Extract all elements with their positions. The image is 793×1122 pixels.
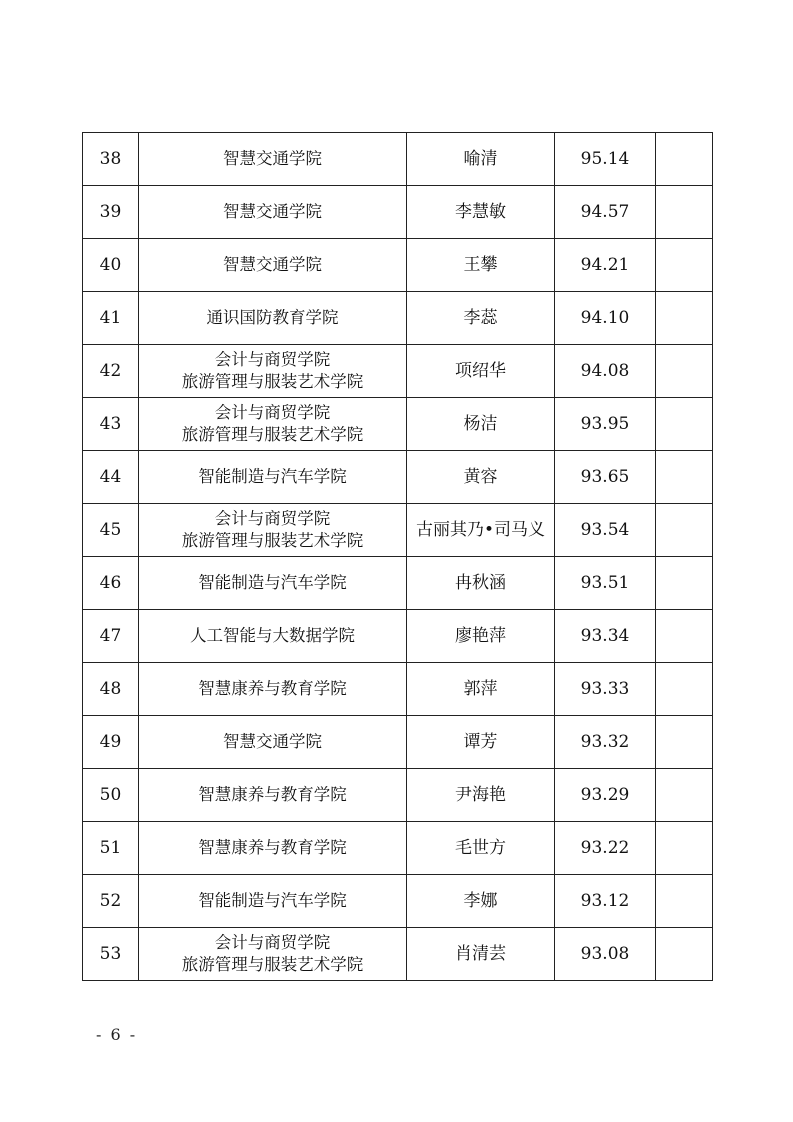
table-row <box>83 239 713 292</box>
college-cell <box>139 186 407 239</box>
person-name-cell: 郭萍 <box>407 663 555 716</box>
note-cell <box>656 345 713 398</box>
score-cell: 93.12 <box>555 875 656 928</box>
score-cell: 93.32 <box>555 716 656 769</box>
score-cell: 95.14 <box>555 133 656 186</box>
college-cell <box>139 239 407 292</box>
results-table <box>82 132 713 981</box>
score-cell: 94.57 <box>555 186 656 239</box>
college-name-line: 会计与商贸学院 <box>214 509 331 528</box>
note-cell <box>656 716 713 769</box>
college-cell <box>139 769 407 822</box>
college-name-line: 智慧交通学院 <box>223 149 322 168</box>
person-name-cell: 冉秋涵 <box>407 557 555 610</box>
table-row <box>83 133 713 186</box>
person-name-cell: 项绍华 <box>407 345 555 398</box>
college-name-line: 智慧康养与教育学院 <box>198 785 347 804</box>
score-cell: 93.34 <box>555 610 656 663</box>
score-cell: 94.10 <box>555 292 656 345</box>
table-row <box>83 663 713 716</box>
row-index-cell: 48 <box>83 663 139 716</box>
college-cell <box>139 451 407 504</box>
table-row <box>83 557 713 610</box>
college-cell <box>139 822 407 875</box>
person-name-cell: 王攀 <box>407 239 555 292</box>
college-name-line: 智慧康养与教育学院 <box>198 679 347 698</box>
page-number: - 6 - <box>96 1025 138 1044</box>
table-row <box>83 769 713 822</box>
table-row <box>83 822 713 875</box>
college-name-line: 会计与商贸学院 <box>214 350 331 369</box>
person-name-cell: 黄容 <box>407 451 555 504</box>
table-row <box>83 186 713 239</box>
college-name-line: 智慧交通学院 <box>223 255 322 274</box>
person-name-cell: 李娜 <box>407 875 555 928</box>
row-index-cell: 52 <box>83 875 139 928</box>
table-row <box>83 345 713 398</box>
college-name-line: 人工智能与大数据学院 <box>190 626 355 645</box>
table-row <box>83 451 713 504</box>
row-index-cell: 46 <box>83 557 139 610</box>
person-name-cell: 廖艳萍 <box>407 610 555 663</box>
note-cell <box>656 451 713 504</box>
row-index-cell: 50 <box>83 769 139 822</box>
college-name-line: 智能制造与汽车学院 <box>198 467 347 486</box>
college-name-line: 智慧康养与教育学院 <box>198 838 347 857</box>
college-cell <box>139 133 407 186</box>
college-name-line: 智能制造与汽车学院 <box>198 573 347 592</box>
row-index-cell: 53 <box>83 928 139 981</box>
college-name-line: 智能制造与汽车学院 <box>198 891 347 910</box>
row-index-cell: 41 <box>83 292 139 345</box>
score-cell: 93.95 <box>555 398 656 451</box>
college-cell <box>139 398 407 451</box>
person-name-cell: 谭芳 <box>407 716 555 769</box>
note-cell <box>656 875 713 928</box>
row-index-cell: 47 <box>83 610 139 663</box>
score-cell: 93.65 <box>555 451 656 504</box>
college-cell <box>139 716 407 769</box>
college-cell <box>139 345 407 398</box>
score-cell: 93.51 <box>555 557 656 610</box>
note-cell <box>656 186 713 239</box>
note-cell <box>656 822 713 875</box>
college-name-line: 旅游管理与服装艺术学院 <box>181 955 364 974</box>
score-cell: 93.08 <box>555 928 656 981</box>
person-name-cell: 喻清 <box>407 133 555 186</box>
score-cell: 93.33 <box>555 663 656 716</box>
table-row <box>83 928 713 981</box>
college-cell <box>139 504 407 557</box>
note-cell <box>656 398 713 451</box>
score-cell: 93.29 <box>555 769 656 822</box>
note-cell <box>656 504 713 557</box>
table-row <box>83 292 713 345</box>
row-index-cell: 40 <box>83 239 139 292</box>
note-cell <box>656 292 713 345</box>
person-name-cell: 古丽其乃•司马义 <box>407 504 555 557</box>
college-cell <box>139 875 407 928</box>
person-name-cell: 尹海艳 <box>407 769 555 822</box>
college-name-line: 智慧交通学院 <box>223 202 322 221</box>
college-cell <box>139 663 407 716</box>
college-name-line: 会计与商贸学院 <box>214 403 331 422</box>
table-row <box>83 398 713 451</box>
person-name-cell: 杨洁 <box>407 398 555 451</box>
note-cell <box>656 557 713 610</box>
row-index-cell: 45 <box>83 504 139 557</box>
score-cell: 93.22 <box>555 822 656 875</box>
note-cell <box>656 928 713 981</box>
row-index-cell: 38 <box>83 133 139 186</box>
college-cell <box>139 557 407 610</box>
college-name-line: 会计与商贸学院 <box>214 933 331 952</box>
note-cell <box>656 133 713 186</box>
table-row <box>83 610 713 663</box>
row-index-cell: 43 <box>83 398 139 451</box>
college-cell <box>139 610 407 663</box>
row-index-cell: 39 <box>83 186 139 239</box>
row-index-cell: 44 <box>83 451 139 504</box>
table-row <box>83 504 713 557</box>
college-cell <box>139 928 407 981</box>
note-cell <box>656 610 713 663</box>
note-cell <box>656 663 713 716</box>
row-index-cell: 49 <box>83 716 139 769</box>
score-cell: 94.21 <box>555 239 656 292</box>
college-name-line: 旅游管理与服装艺术学院 <box>181 372 364 391</box>
person-name-cell: 李蕊 <box>407 292 555 345</box>
college-name-line: 旅游管理与服装艺术学院 <box>181 531 364 550</box>
college-name-line: 旅游管理与服装艺术学院 <box>181 425 364 444</box>
row-index-cell: 51 <box>83 822 139 875</box>
row-index-cell: 42 <box>83 345 139 398</box>
college-name-line: 通识国防教育学院 <box>206 308 339 327</box>
score-cell: 94.08 <box>555 345 656 398</box>
college-name-line: 智慧交通学院 <box>223 732 322 751</box>
note-cell <box>656 239 713 292</box>
table-row <box>83 875 713 928</box>
person-name-cell: 毛世方 <box>407 822 555 875</box>
person-name-cell: 肖清芸 <box>407 928 555 981</box>
score-cell: 93.54 <box>555 504 656 557</box>
person-name-cell: 李慧敏 <box>407 186 555 239</box>
table-row <box>83 716 713 769</box>
college-cell <box>139 292 407 345</box>
note-cell <box>656 769 713 822</box>
results-table-body <box>83 133 713 981</box>
